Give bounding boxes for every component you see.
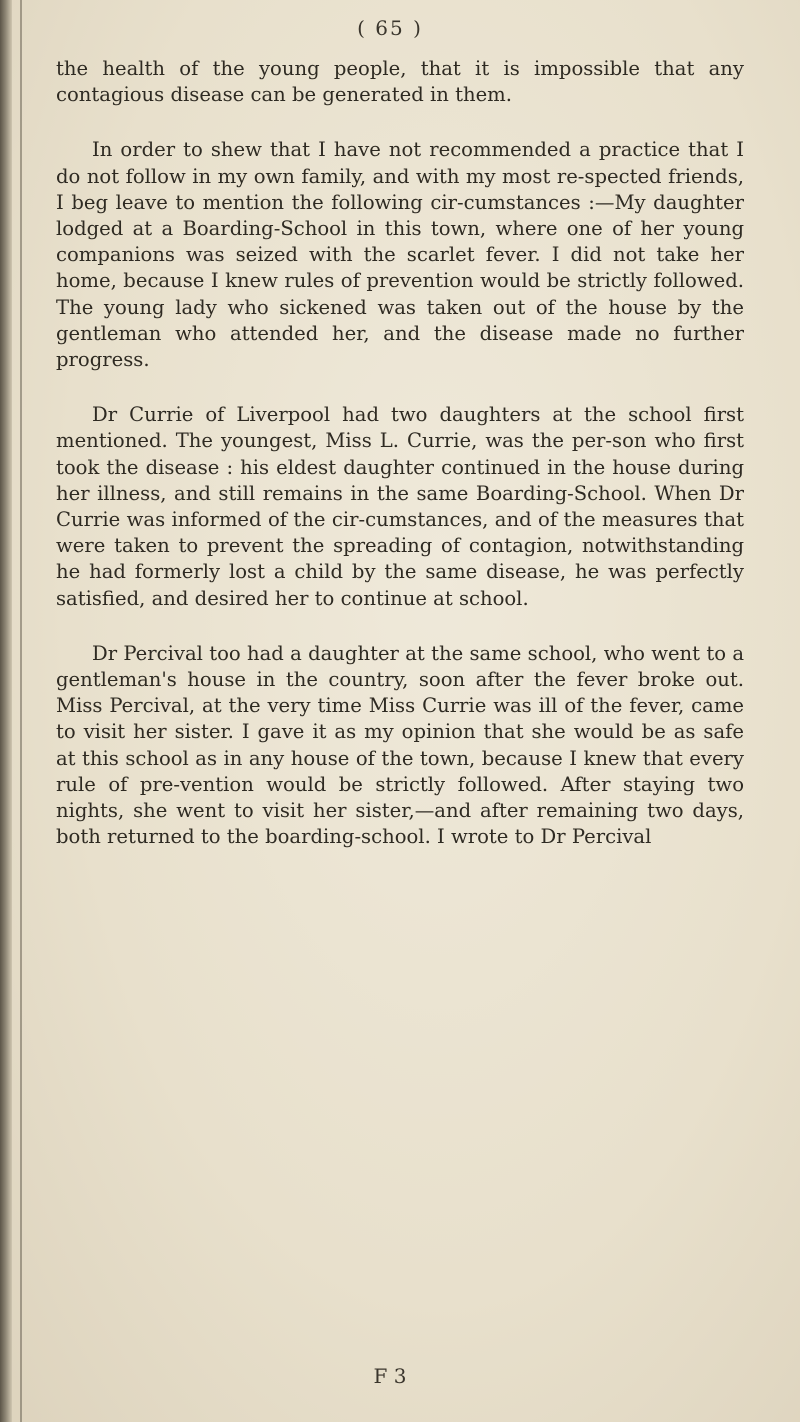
binding-edge [20, 0, 22, 1422]
body-text [56, 56, 744, 879]
paragraph-3: Dr Currie of Liverpool had two daughters at the school first mentioned. The youngest, Miss L. Currie, was the per-son who first took the disease : his eldest daughter continued in the house during her illness, and still remains in the same Boarding-School. When Dr Currie was informed of the cir-cumstances, and of the measures that were taken to prevent the spreading of contagion, notwithstanding he had formerly lost a child by the same disease, he was perfectly satisfied, and desired her to continue at school. [56, 403, 744, 610]
paragraph-1: the health of the young people, that it is impossible that any contagious disease can be generated in them. [56, 57, 744, 107]
paragraph-4: Dr Percival too had a daughter at the same school, who went to a gentleman's house in the country, soon after the fever broke out. Miss Percival, at the very time Miss Currie was ill of the fever, came to visit her sister. I gave it as my opinion that she would be as safe at this school as in any house of the town, because I knew that every rule of pre-vention would be strictly followed. After staying two nights, she went to visit her sister,—and after remaining two days, both returned to the boarding-school. I wrote to Dr Percival [56, 641, 744, 849]
binding-gutter [0, 0, 12, 1422]
signature-mark: F 3 [373, 1364, 407, 1388]
paragraph-2: In order to shew that I have not recommended a practice that I do not follow in my own family, and with my most re-spected friends, I beg leave to mention the following cir-cumstances :—My daughter lodged at a Boarding-School in this town, where one of her young companions was seized with the scarlet fever. I did not take her home, because I knew rules of prevention would be strictly followed. The young lady who sickened was taken out of the house by the gentleman who attended her, and the disease made no further progress. [56, 138, 744, 372]
page-number: ( 65 ) [357, 16, 423, 40]
